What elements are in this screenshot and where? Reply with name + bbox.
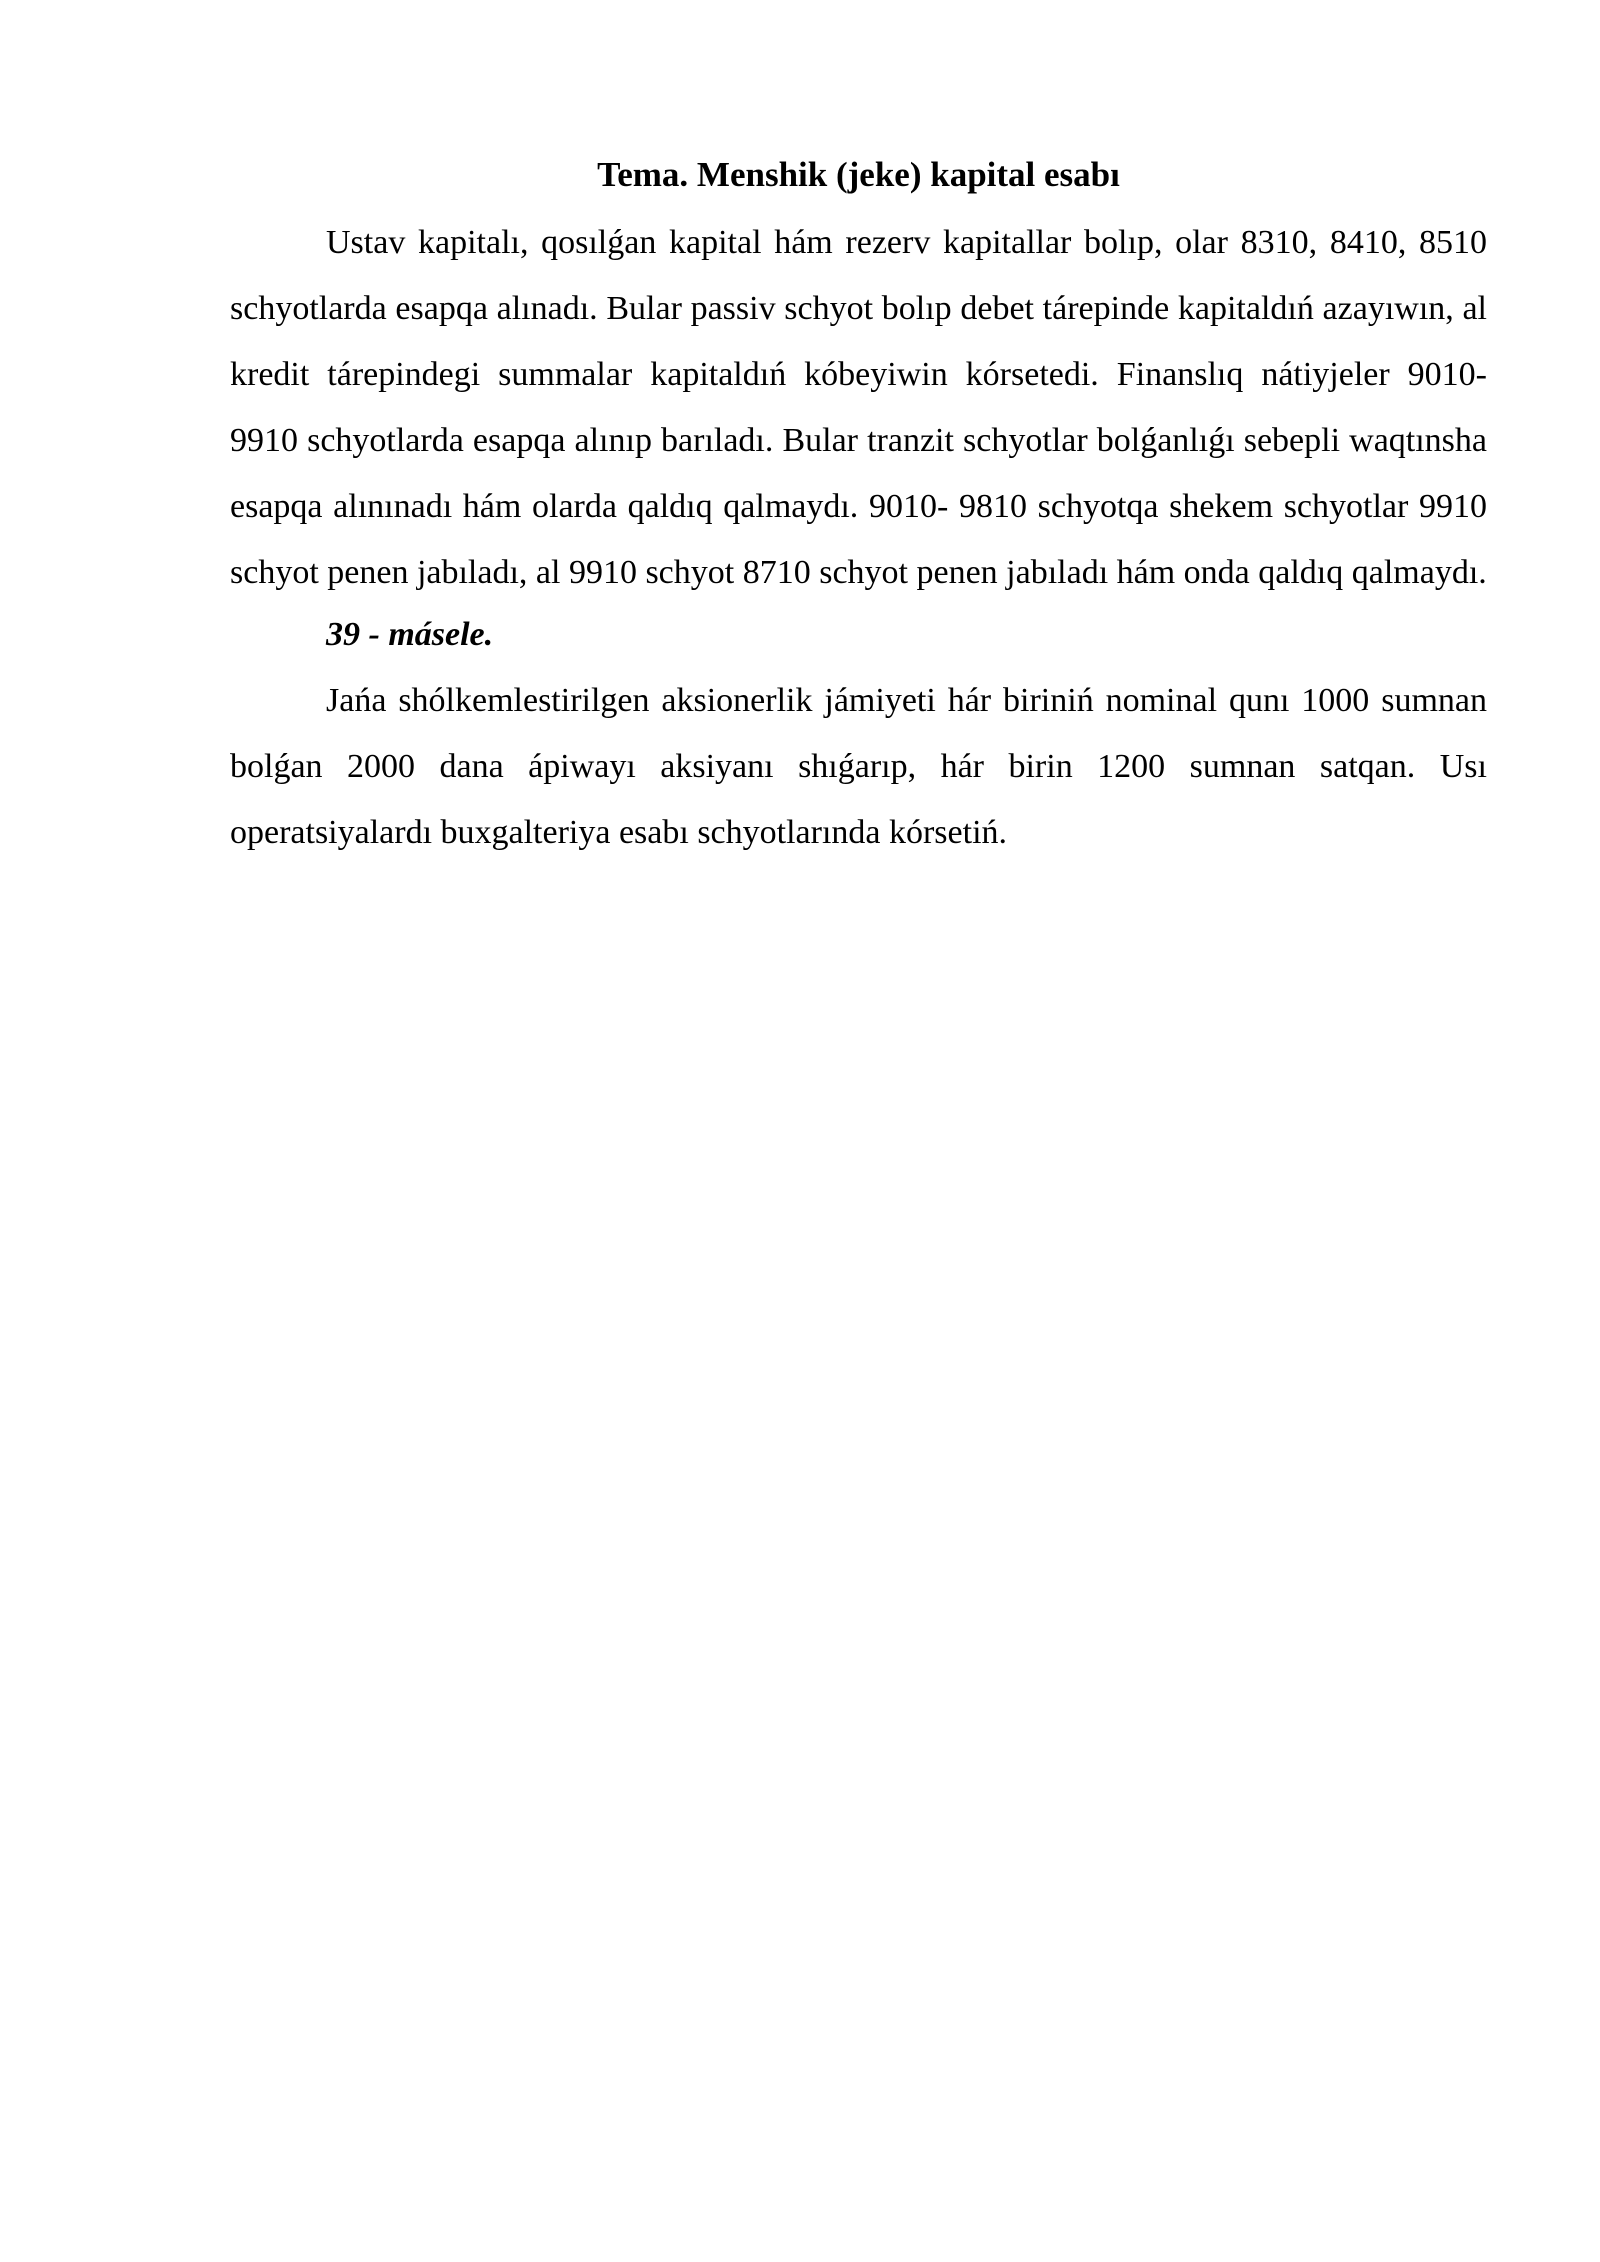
theory-paragraph: Ustav kapitalı, qosılǵan kapital hám rezerv kapitallar bolıp, olar 8310, 8410, 8510 schyotlarda esapqa alınadı. Bular passiv schyot bolıp debet tárepinde kapitaldıń azayıwın, al kredit tárepindegi summalar kapitaldıń kóbeyiwin kórsetedi. Finanslıq nátiyjeler 9010- 9910 schyotlarda esapqa alınıp barıladı. Bular tranzit schyotlar bolǵanlıǵı sebepli waqtınsha esapqa alınınadı hám olarda qaldıq qalmaydı. 9010- 9810 schyotqa shekem schyotlar 9910 schyot penen jabıladı, al 9910 schyot 8710 schyot penen jabıladı hám onda qaldıq qalmaydı. — [230, 224, 1487, 591]
task-heading: 39 - másele. — [326, 616, 494, 653]
task-paragraph: Jańa shólkemlestirilgen aksionerlik jámiyeti hár biriniń nominal qunı 1000 sumnan bolǵan 2000 dana ápiwayı aksiyanı shıǵarıp, hár birin 1200 sumnan satqan. Usı operatsiyalardı buxgalteriya esabı schyotlarında kórsetiń. — [230, 682, 1487, 851]
page-title: Tema. Menshik (jeke) kapital esabı — [597, 155, 1120, 194]
document-body — [230, 150, 1487, 866]
